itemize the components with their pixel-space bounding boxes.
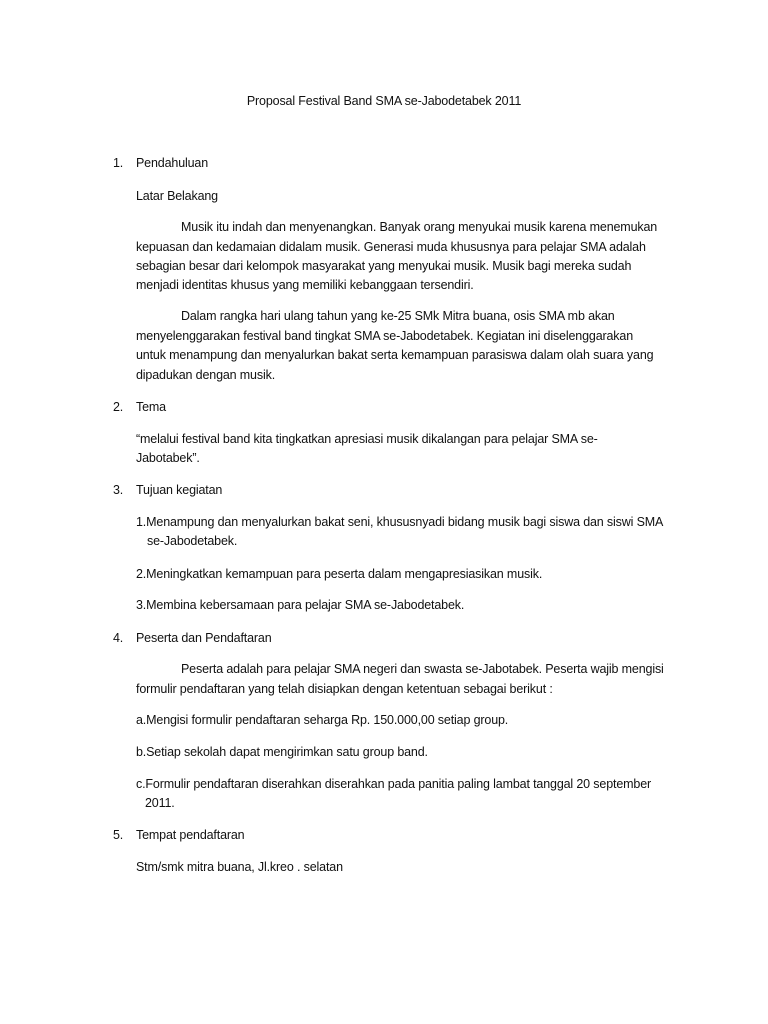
paragraph-line: dipadukan dengan musik. — [136, 368, 276, 382]
requirement-item-continuation: 2011. — [145, 796, 175, 810]
section-4-heading: Peserta dan Pendaftaran — [136, 631, 272, 645]
paragraph-line: sebagian besar dari kelompok masyarakat yang menyukai musik. Musik bagi mereka sudah — [136, 259, 632, 273]
requirement-item: c.Formulir pendaftaran diserahkan diserahkan pada panitia paling lambat tanggal 20 september — [136, 777, 652, 791]
theme-line: Jabotabek”. — [136, 451, 200, 465]
objective-item-continuation: se-Jabodetabek. — [147, 534, 238, 548]
section-1-subheading: Latar Belakang — [136, 189, 218, 203]
section-3-number: 3. — [113, 483, 124, 497]
paragraph-line: untuk menampung dan menyalurkan bakat serta kemampuan parasiswa dalam olah suara yang — [136, 348, 654, 362]
requirement-item: b.Setiap sekolah dapat mengirimkan satu group band. — [136, 745, 428, 759]
paragraph-line: Dalam rangka hari ulang tahun yang ke-25 SMk Mitra buana, osis SMA mb akan — [181, 309, 615, 323]
paragraph-line: menyelenggarakan festival band tingkat SMA se-Jabodetabek. Kegiatan ini diselenggarakan — [136, 329, 634, 343]
objective-item: 1.Menampung dan menyalurkan bakat seni, khususnyadi bidang musik bagi siswa dan siswi SMA — [136, 515, 664, 529]
section-2-heading: Tema — [136, 400, 166, 414]
paragraph-line: kepuasan dan kedamaian didalam musik. Generasi muda khususnya para pelajar SMA adalah — [136, 240, 646, 254]
section-1-heading: Pendahuluan — [136, 156, 209, 170]
page-title: Proposal Festival Band SMA se-Jabodetabek 2011 — [246, 94, 522, 108]
section-2-number: 2. — [113, 400, 124, 414]
objective-item: 3.Membina kebersamaan para pelajar SMA se-Jabodetabek. — [136, 598, 465, 612]
location-line: Stm/smk mitra buana, Jl.kreo . selatan — [136, 860, 343, 874]
theme-line: “melalui festival band kita tingkatkan apresiasi musik dikalangan para pelajar SMA se- — [136, 432, 598, 446]
paragraph-line: Peserta adalah para pelajar SMA negeri dan swasta se-Jabotabek. Peserta wajib mengisi — [181, 662, 664, 676]
section-1-number: 1. — [113, 156, 124, 170]
section-4-number: 4. — [113, 631, 124, 645]
paragraph-line: Musik itu indah dan menyenangkan. Banyak orang menyukai musik karena menemukan — [181, 220, 658, 234]
section-5-heading: Tempat pendaftaran — [136, 828, 245, 842]
requirement-item: a.Mengisi formulir pendaftaran seharga Rp. 150.000,00 setiap group. — [136, 713, 509, 727]
objective-item: 2.Meningkatkan kemampuan para peserta dalam mengapresiasikan musik. — [136, 567, 543, 581]
section-3-heading: Tujuan kegiatan — [136, 483, 223, 497]
paragraph-line: formulir pendaftaran yang telah disiapkan dengan ketentuan sebagai berikut : — [136, 682, 553, 696]
paragraph-line: menjadi identitas khusus yang memiliki kebanggaan tersendiri. — [136, 278, 474, 292]
section-5-number: 5. — [113, 828, 124, 842]
